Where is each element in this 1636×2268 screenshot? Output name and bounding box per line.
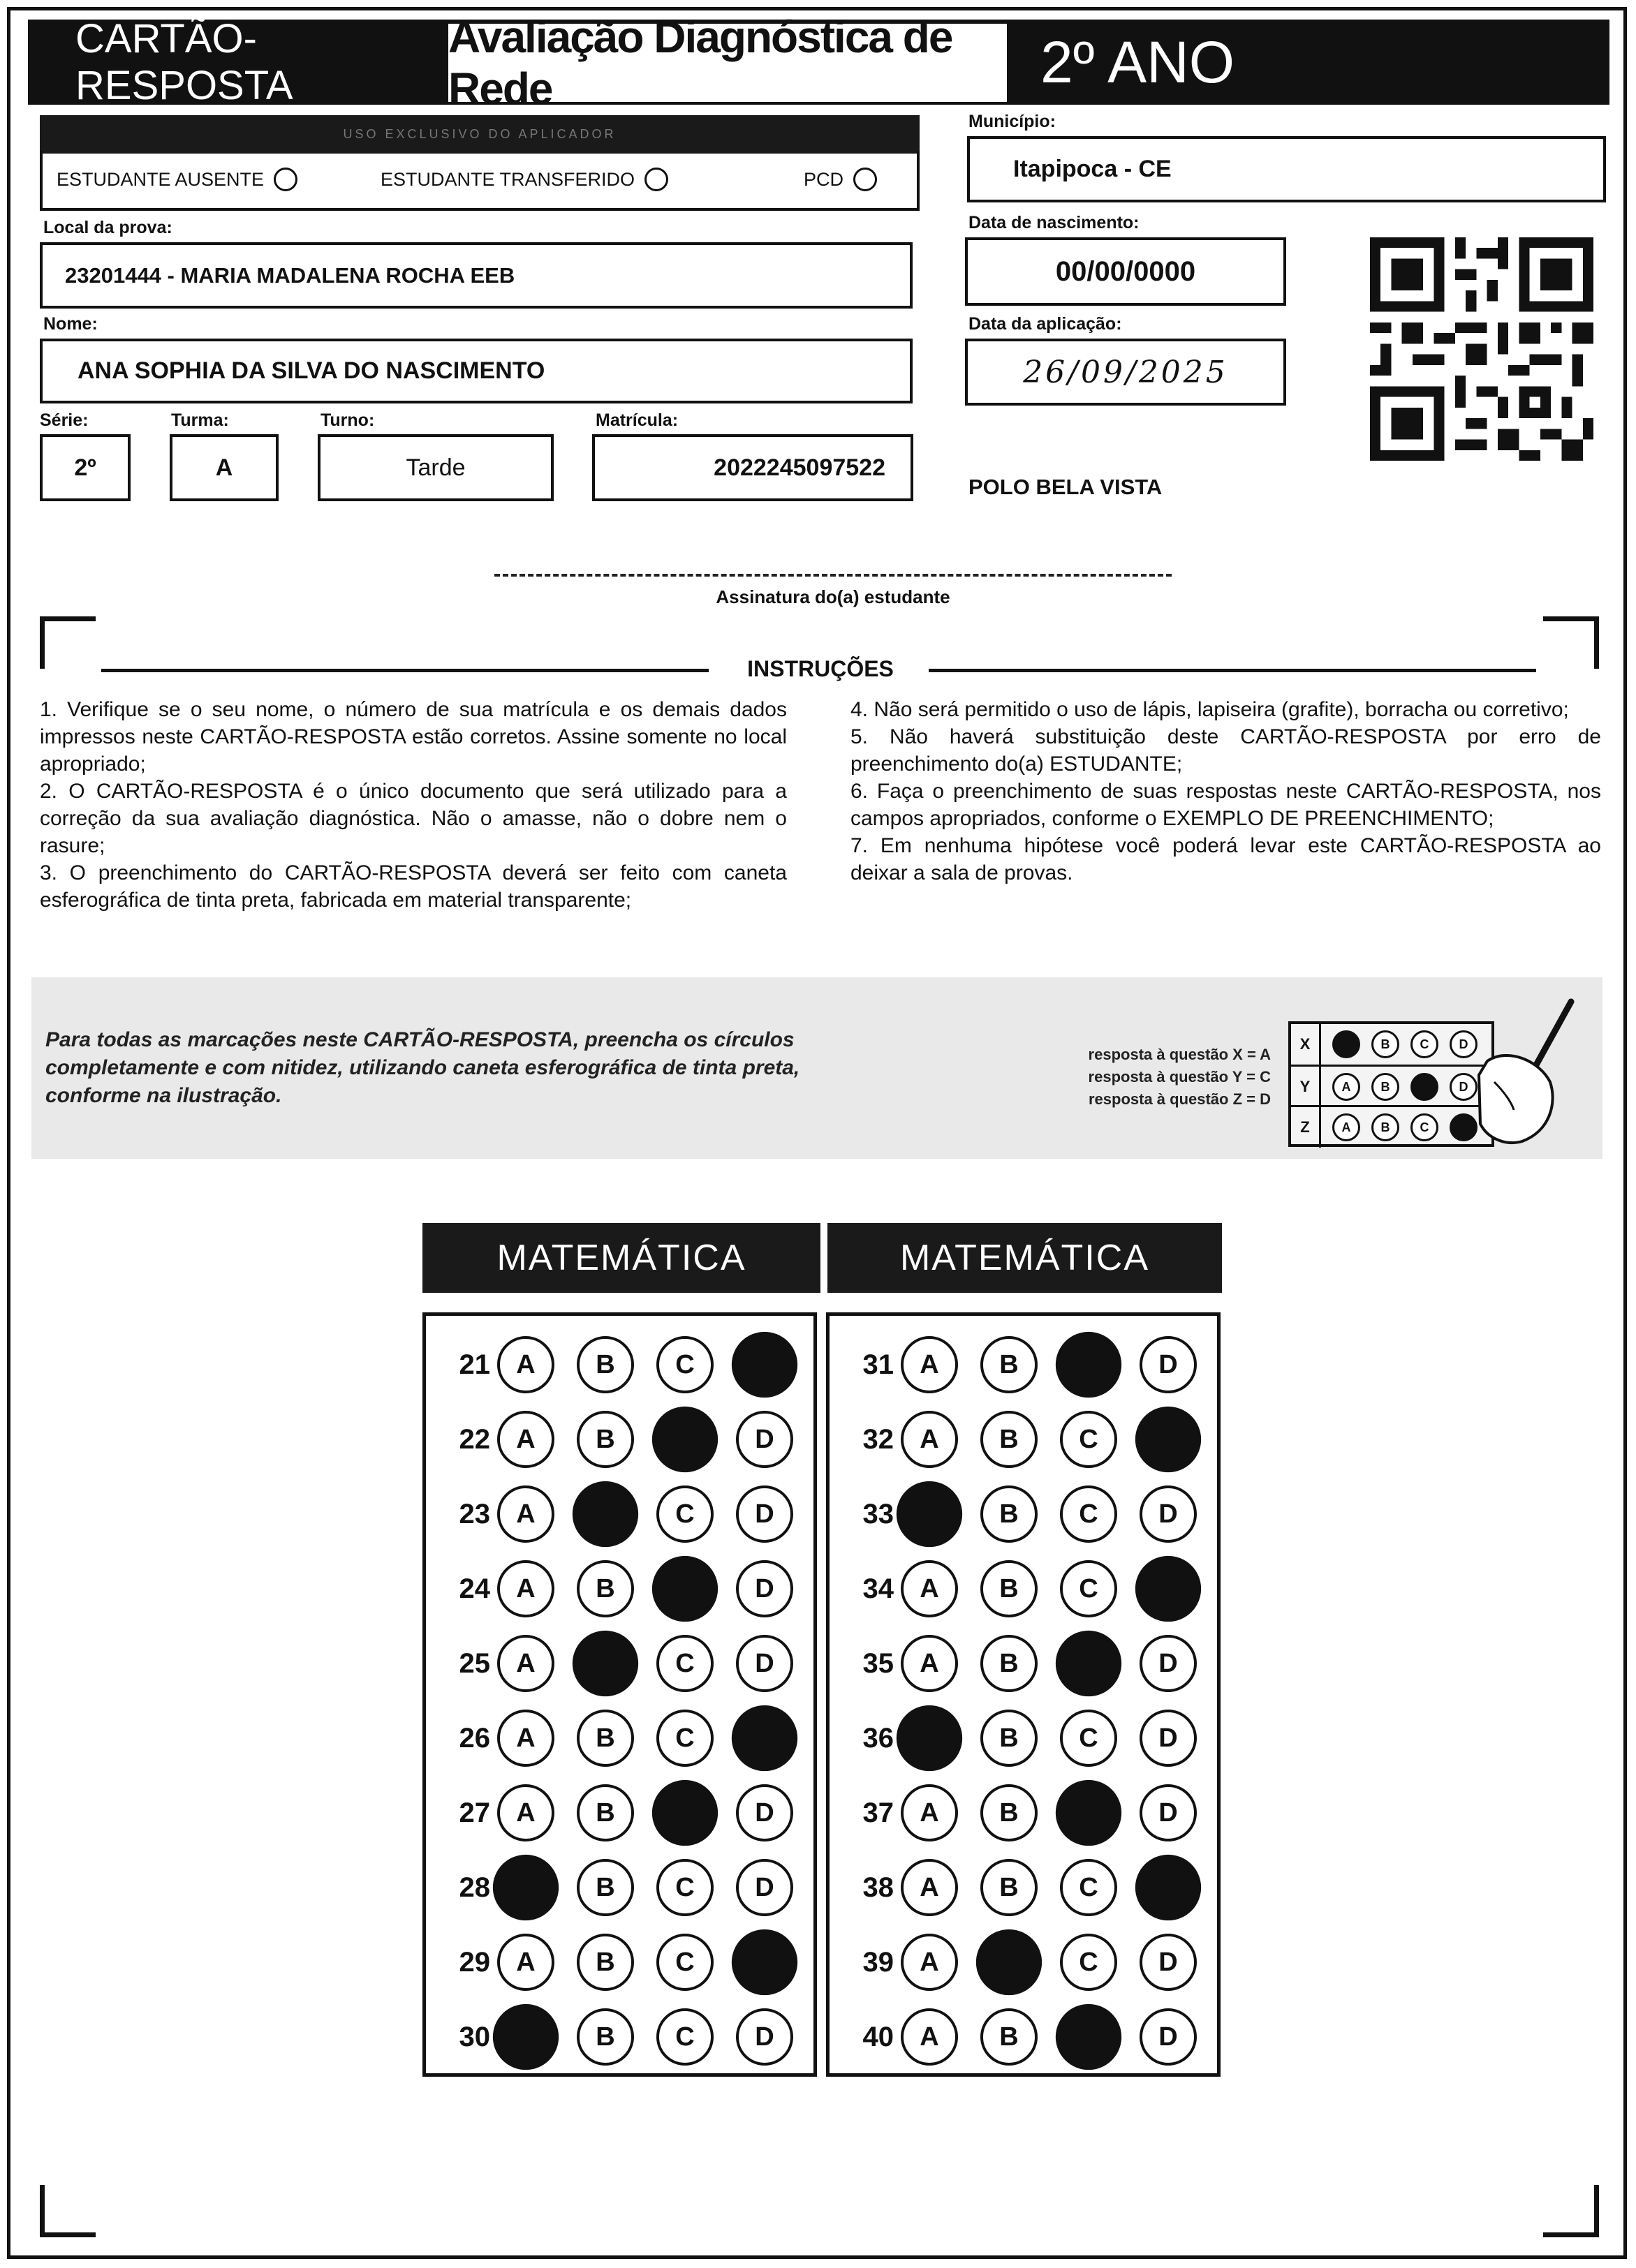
- serie-label: Série:: [40, 410, 89, 430]
- applicator-options: [40, 151, 920, 211]
- answer-bubble-d[interactable]: [1135, 1855, 1201, 1920]
- instruction-item: 7. Em nenhuma hipótese você poderá levar este CARTÃO-RESPOSTA ao deixar a sala de provas.: [850, 834, 1601, 884]
- answer-bubble-b[interactable]: B: [980, 1336, 1038, 1393]
- turma-label: Turma:: [171, 410, 229, 430]
- question-row: [838, 1703, 1197, 1773]
- question-row: [434, 1703, 793, 1773]
- question-number: 31: [862, 1349, 894, 1380]
- answer-bubble-d[interactable]: D: [1140, 1336, 1197, 1393]
- card-title: CARTÃO-RESPOSTA: [75, 16, 293, 108]
- question-row: [838, 1853, 1197, 1922]
- answer-bubble-a[interactable]: A: [901, 1859, 958, 1916]
- answer-grid-left: [422, 1312, 817, 2077]
- example-question-label: Y: [1291, 1067, 1321, 1107]
- answer-bubble-a[interactable]: A: [497, 1560, 554, 1617]
- example-bubble-d: D: [1450, 1030, 1477, 1058]
- exam-title: Avaliação Diagnóstica de Rede: [448, 24, 1007, 102]
- answer-bubble-b[interactable]: B: [980, 1560, 1038, 1617]
- answer-bubble-c[interactable]: [652, 1780, 718, 1846]
- question-number: 34: [862, 1573, 894, 1604]
- example-legend: [1033, 1044, 1271, 1111]
- answer-bubble-d[interactable]: D: [1140, 2008, 1197, 2066]
- example-row: [1291, 1105, 1491, 1148]
- answer-bubble-c[interactable]: C: [1060, 1485, 1117, 1543]
- answer-bubble-a[interactable]: [493, 2004, 559, 2070]
- question-row: [838, 1927, 1197, 1997]
- answer-bubble-b[interactable]: B: [980, 1411, 1038, 1468]
- transferred-bubble[interactable]: [644, 168, 668, 191]
- question-number: 37: [862, 1797, 894, 1828]
- qr-code-icon: [1370, 237, 1593, 461]
- question-row: [838, 1778, 1197, 1848]
- example-bubble-c: [1410, 1073, 1438, 1101]
- matricula-field: 2022245097522: [592, 434, 913, 501]
- answer-bubble-d[interactable]: D: [1140, 1934, 1197, 1991]
- answer-bubble-b[interactable]: B: [577, 1411, 634, 1468]
- answer-bubble-d[interactable]: D: [1140, 1710, 1197, 1767]
- answer-bubble-b[interactable]: B: [980, 1635, 1038, 1692]
- example-bubble-d: D: [1450, 1073, 1477, 1101]
- instruction-item: 4. Não será permitido o uso de lápis, lapiseira (grafite), borracha ou corretivo;: [850, 698, 1569, 721]
- answer-bubble-b[interactable]: B: [577, 2008, 634, 2066]
- question-number: 28: [459, 1872, 490, 1903]
- example-bubble-b: B: [1371, 1073, 1399, 1101]
- answer-bubble-c[interactable]: [1056, 2004, 1121, 2070]
- example-bubble-a: A: [1332, 1073, 1360, 1101]
- answer-bubble-b[interactable]: B: [577, 1336, 634, 1393]
- answer-bubble-a[interactable]: A: [901, 1336, 958, 1393]
- question-number: 36: [862, 1722, 894, 1754]
- aplicacao-field: 26/09/2025: [965, 339, 1286, 406]
- answer-bubble-a[interactable]: [897, 1481, 962, 1547]
- answer-bubble-c[interactable]: C: [1060, 1411, 1117, 1468]
- question-number: 35: [862, 1647, 894, 1679]
- example-question-label: Z: [1291, 1107, 1321, 1148]
- answer-bubble-b[interactable]: [573, 1481, 638, 1547]
- answer-grid-right: [826, 1312, 1221, 2077]
- question-row: [434, 2002, 793, 2072]
- answer-bubble-a[interactable]: A: [497, 1411, 554, 1468]
- instructions-left-column: [40, 696, 787, 914]
- question-row: [434, 1404, 793, 1474]
- question-row: [838, 2002, 1197, 2072]
- nascimento-field: 00/00/0000: [965, 237, 1286, 306]
- absent-bubble[interactable]: [274, 168, 297, 191]
- municipio-field: Itapipoca - CE: [967, 136, 1606, 202]
- transferred-option[interactable]: [381, 168, 668, 191]
- answer-bubble-d[interactable]: D: [736, 1859, 793, 1916]
- answer-bubble-c[interactable]: [652, 1556, 718, 1622]
- turma-field: A: [170, 434, 279, 501]
- municipio-label: Município:: [968, 112, 1056, 131]
- aplicacao-label: Data da aplicação:: [968, 314, 1122, 334]
- answer-bubble-c[interactable]: C: [656, 2008, 714, 2066]
- signature-label: Assinatura do(a) estudante: [716, 586, 950, 607]
- question-row: [434, 1927, 793, 1997]
- answer-bubble-c[interactable]: C: [656, 1635, 714, 1692]
- example-bubble-a: [1332, 1030, 1360, 1058]
- answer-bubble-c[interactable]: [1056, 1631, 1121, 1696]
- answer-bubble-a[interactable]: A: [901, 1635, 958, 1692]
- answer-bubble-d[interactable]: D: [1140, 1485, 1197, 1543]
- answer-bubble-b[interactable]: B: [577, 1710, 634, 1767]
- example-question-label: X: [1291, 1024, 1321, 1065]
- turno-field: Tarde: [318, 434, 554, 501]
- question-row: [838, 1330, 1197, 1400]
- pcd-bubble[interactable]: [853, 168, 877, 191]
- example-bubble-c: C: [1410, 1113, 1438, 1141]
- example-bubble-b: B: [1371, 1030, 1399, 1058]
- question-row: [434, 1629, 793, 1698]
- answer-bubble-d[interactable]: D: [736, 1485, 793, 1543]
- instruction-item: 2. O CARTÃO-RESPOSTA é o único documento que será utilizado para a correção da sua avaliação diagnóstica. Não o amasse, não o dobre nem o rasure;: [40, 780, 787, 857]
- answer-bubble-c[interactable]: C: [1060, 1560, 1117, 1617]
- hand-pen-icon: [1473, 998, 1578, 1152]
- subject-header-left: MATEMÁTICA: [422, 1223, 820, 1293]
- answer-bubble-c[interactable]: C: [656, 1934, 714, 1991]
- answer-bubble-b[interactable]: B: [577, 1560, 634, 1617]
- answer-bubble-c[interactable]: [652, 1407, 718, 1472]
- applicator-bar: USO EXCLUSIVO DO APLICADOR: [40, 115, 920, 154]
- question-number: 33: [862, 1498, 894, 1529]
- answer-bubble-b[interactable]: B: [980, 1859, 1038, 1916]
- instructions-right-column: [850, 696, 1601, 887]
- answer-bubble-b[interactable]: B: [980, 2008, 1038, 2066]
- answer-bubble-c[interactable]: C: [656, 1859, 714, 1916]
- question-row: [434, 1778, 793, 1848]
- question-number: 30: [459, 2021, 490, 2052]
- question-number: 27: [459, 1797, 490, 1828]
- answer-bubble-b[interactable]: B: [980, 1710, 1038, 1767]
- answer-bubble-c[interactable]: C: [656, 1485, 714, 1543]
- question-number: 26: [459, 1722, 490, 1754]
- answer-bubble-a[interactable]: A: [901, 1411, 958, 1468]
- instruction-item: 6. Faça o preenchimento de suas respostas neste CARTÃO-RESPOSTA, nos campos apropriados, conforme o EXEMPLO DE PREENCHIMENTO;: [850, 780, 1601, 830]
- answer-bubble-a[interactable]: A: [497, 1784, 554, 1841]
- matricula-label: Matrícula:: [596, 410, 679, 430]
- example-bubble-c: C: [1410, 1030, 1438, 1058]
- question-row: [838, 1554, 1197, 1624]
- answer-bubble-d[interactable]: D: [736, 1784, 793, 1841]
- transferred-label: ESTUDANTE TRANSFERIDO: [381, 168, 635, 190]
- answer-bubble-a[interactable]: A: [901, 1560, 958, 1617]
- instruction-item: 3. O preenchimento do CARTÃO-RESPOSTA deverá ser feito com caneta esferográfica de tinta preta, fabricada em material transparente;: [40, 861, 787, 912]
- question-row: [434, 1330, 793, 1400]
- absent-label: ESTUDANTE AUSENTE: [57, 168, 265, 190]
- answer-bubble-b[interactable]: B: [980, 1784, 1038, 1841]
- answer-bubble-d[interactable]: D: [1140, 1784, 1197, 1841]
- answer-bubble-b[interactable]: B: [577, 1784, 634, 1841]
- question-row: [838, 1479, 1197, 1549]
- answer-bubble-a[interactable]: [897, 1705, 962, 1771]
- example-row: [1291, 1065, 1491, 1107]
- answer-bubble-c[interactable]: C: [1060, 1710, 1117, 1767]
- answer-bubble-c[interactable]: C: [1060, 1934, 1117, 1991]
- pcd-option[interactable]: [804, 168, 877, 191]
- grade-title: 2º ANO: [1040, 29, 1235, 95]
- answer-bubble-d[interactable]: [1135, 1556, 1201, 1622]
- question-number: 22: [459, 1423, 490, 1455]
- answer-bubble-a[interactable]: [493, 1855, 559, 1920]
- answer-bubble-c[interactable]: C: [656, 1336, 714, 1393]
- answer-bubble-d[interactable]: [732, 1929, 797, 1995]
- question-row: [434, 1853, 793, 1922]
- question-number: 32: [862, 1423, 894, 1455]
- instruction-item: 5. Não haverá substituição deste CARTÃO-RESPOSTA por erro de preenchimento do(a) ESTUDANTE;: [850, 725, 1601, 776]
- question-number: 29: [459, 1946, 490, 1978]
- example-grid: [1288, 1021, 1494, 1147]
- answer-bubble-c[interactable]: [1056, 1332, 1121, 1398]
- answer-bubble-c[interactable]: C: [1060, 1859, 1117, 1916]
- example-bubble-b: B: [1371, 1113, 1399, 1141]
- local-label: Local da prova:: [43, 218, 172, 237]
- answer-bubble-d[interactable]: [1135, 1407, 1201, 1472]
- question-number: 24: [459, 1573, 490, 1604]
- instructions-title: INSTRUÇÕES: [747, 656, 894, 681]
- example-bubble-a: A: [1332, 1113, 1360, 1141]
- nome-label: Nome:: [43, 314, 98, 334]
- pcd-label: PCD: [804, 168, 844, 190]
- question-number: 38: [862, 1872, 894, 1903]
- answer-bubble-c[interactable]: C: [656, 1710, 714, 1767]
- example-legend-line: resposta à questão Z = D: [1088, 1090, 1271, 1108]
- question-number: 23: [459, 1498, 490, 1529]
- answer-bubble-d[interactable]: D: [1140, 1635, 1197, 1692]
- local-field: 23201444 - MARIA MADALENA ROCHA EEB: [40, 242, 913, 309]
- answer-bubble-a[interactable]: A: [497, 1336, 554, 1393]
- answer-bubble-d[interactable]: D: [736, 1560, 793, 1617]
- answer-bubble-d[interactable]: D: [736, 1635, 793, 1692]
- polo-label: POLO BELA VISTA: [968, 475, 1163, 499]
- example-legend-line: resposta à questão X = A: [1088, 1046, 1271, 1063]
- nome-field: ANA SOPHIA DA SILVA DO NASCIMENTO: [40, 339, 913, 403]
- serie-field: 2º: [40, 434, 131, 501]
- question-number: 21: [459, 1349, 490, 1380]
- answer-bubble-a[interactable]: A: [497, 1485, 554, 1543]
- question-number: 39: [862, 1946, 894, 1978]
- answer-bubble-c[interactable]: [1056, 1780, 1121, 1846]
- question-number: 40: [862, 2021, 894, 2052]
- turno-label: Turno:: [320, 410, 375, 430]
- subject-header-right: MATEMÁTICA: [827, 1223, 1222, 1293]
- answer-bubble-a[interactable]: A: [497, 1635, 554, 1692]
- instruction-item: 1. Verifique se o seu nome, o número de sua matrícula e os demais dados impressos neste CARTÃO-RESPOSTA estão corretos. Assine somente no local apropriado;: [40, 698, 787, 776]
- signature-line[interactable]: [494, 574, 1172, 577]
- answer-bubble-d[interactable]: [732, 1705, 797, 1771]
- example-text: Para todas as marcações neste CARTÃO-RESPOSTA, preencha os círculos completamente e com nitidez, utilizando caneta esferográfica de tinta preta, conforme na ilustração.: [45, 1028, 800, 1107]
- answer-bubble-d[interactable]: D: [736, 2008, 793, 2066]
- corner-mark-top-right: [1543, 616, 1599, 669]
- instructions-rule-left: [101, 669, 709, 672]
- example-row: [1291, 1024, 1491, 1065]
- answer-bubble-d[interactable]: [732, 1332, 797, 1398]
- answer-bubble-a[interactable]: A: [901, 2008, 958, 2066]
- answer-bubble-a[interactable]: A: [497, 1934, 554, 1991]
- corner-mark-bottom-right: [1543, 2185, 1599, 2237]
- answer-bubble-a[interactable]: A: [497, 1710, 554, 1767]
- answer-bubble-a[interactable]: A: [901, 1934, 958, 1991]
- example-legend-line: resposta à questão Y = C: [1088, 1068, 1271, 1085]
- nascimento-label: Data de nascimento:: [968, 213, 1140, 232]
- question-row: [838, 1404, 1197, 1474]
- answer-bubble-b[interactable]: B: [577, 1934, 634, 1991]
- answer-bubble-b[interactable]: B: [980, 1485, 1038, 1543]
- answer-bubble-a[interactable]: A: [901, 1784, 958, 1841]
- question-number: 25: [459, 1647, 490, 1679]
- question-row: [838, 1629, 1197, 1698]
- question-row: [434, 1479, 793, 1549]
- answer-bubble-b[interactable]: [976, 1929, 1042, 1995]
- answer-bubble-b[interactable]: B: [577, 1859, 634, 1916]
- corner-mark-top-left: [40, 616, 96, 669]
- question-row: [434, 1554, 793, 1624]
- answer-bubble-d[interactable]: D: [736, 1411, 793, 1468]
- absent-option[interactable]: [57, 168, 297, 191]
- answer-bubble-b[interactable]: [573, 1631, 638, 1696]
- corner-mark-bottom-left: [40, 2185, 96, 2237]
- instructions-rule-right: [929, 669, 1536, 672]
